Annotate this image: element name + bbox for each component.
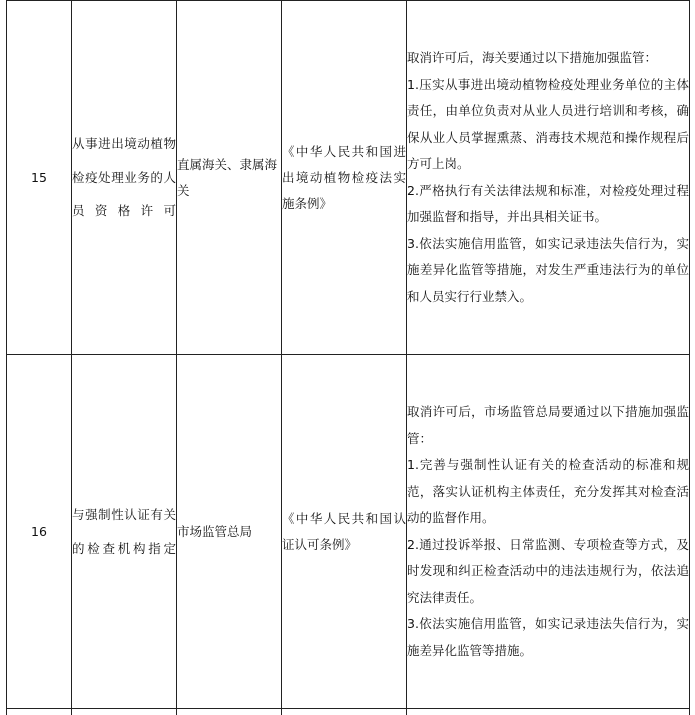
cell-stub <box>7 709 72 715</box>
measure-item: 3.依法实施信用监管，如实记录违法失信行为，实施差异化监管等措施。 <box>407 616 689 658</box>
permit-name: 与强制性认证有关的检查机构指定 <box>72 355 177 709</box>
cell-stub <box>282 709 407 715</box>
cell-stub <box>407 709 690 715</box>
table-row-16 <box>7 355 690 709</box>
approving-department: 市场监管总局 <box>177 355 282 709</box>
measure-item: 1.压实从事进出境动植物检疫处理业务单位的主体责任，由单位负责对从业人员进行培训和考核，确保从业人员掌握熏蒸、消毒技术规范和操作规程后方可上岗。 <box>407 76 689 171</box>
supervision-measures <box>407 355 690 709</box>
table-row-15 <box>7 1 690 355</box>
row-number: 15 <box>7 1 72 355</box>
permits-table <box>6 0 690 715</box>
measure-item: 1.完善与强制性认证有关的检查活动的标准和规范，落实认证机构主体责任，充分发挥其对检查活动的监督作用。 <box>407 457 689 525</box>
legal-basis: 《中华人民共和国进出境动植物检疫法实施条例》 <box>282 1 407 355</box>
measure-intro: 取消许可后，市场监管总局要通过以下措施加强监管： <box>407 404 689 446</box>
permit-name: 从事进出境动植物检疫处理业务的人员资格许可 <box>72 1 177 355</box>
approving-department: 直属海关、隶属海关 <box>177 1 282 355</box>
cell-stub <box>177 709 282 715</box>
table-row-next <box>7 709 690 715</box>
measure-item: 2.通过投诉举报、日常监测、专项检查等方式，及时发现和纠正检查活动中的违法违规行为，依法追究法律责任。 <box>407 536 689 605</box>
cell-stub <box>72 709 177 715</box>
measure-intro: 取消许可后，海关要通过以下措施加强监管： <box>407 50 658 65</box>
legal-basis: 《中华人民共和国认证认可条例》 <box>282 355 407 709</box>
measure-item: 2.严格执行有关法律法规和标准，对检疫处理过程加强监督和指导，并出具相关证书。 <box>407 182 689 224</box>
measure-item: 3.依法实施信用监管，如实记录违法失信行为，实施差异化监管等措施，对发生严重违法行为的单位和人员实行行业禁入。 <box>407 235 689 304</box>
supervision-measures <box>407 1 690 355</box>
row-number: 16 <box>7 355 72 709</box>
